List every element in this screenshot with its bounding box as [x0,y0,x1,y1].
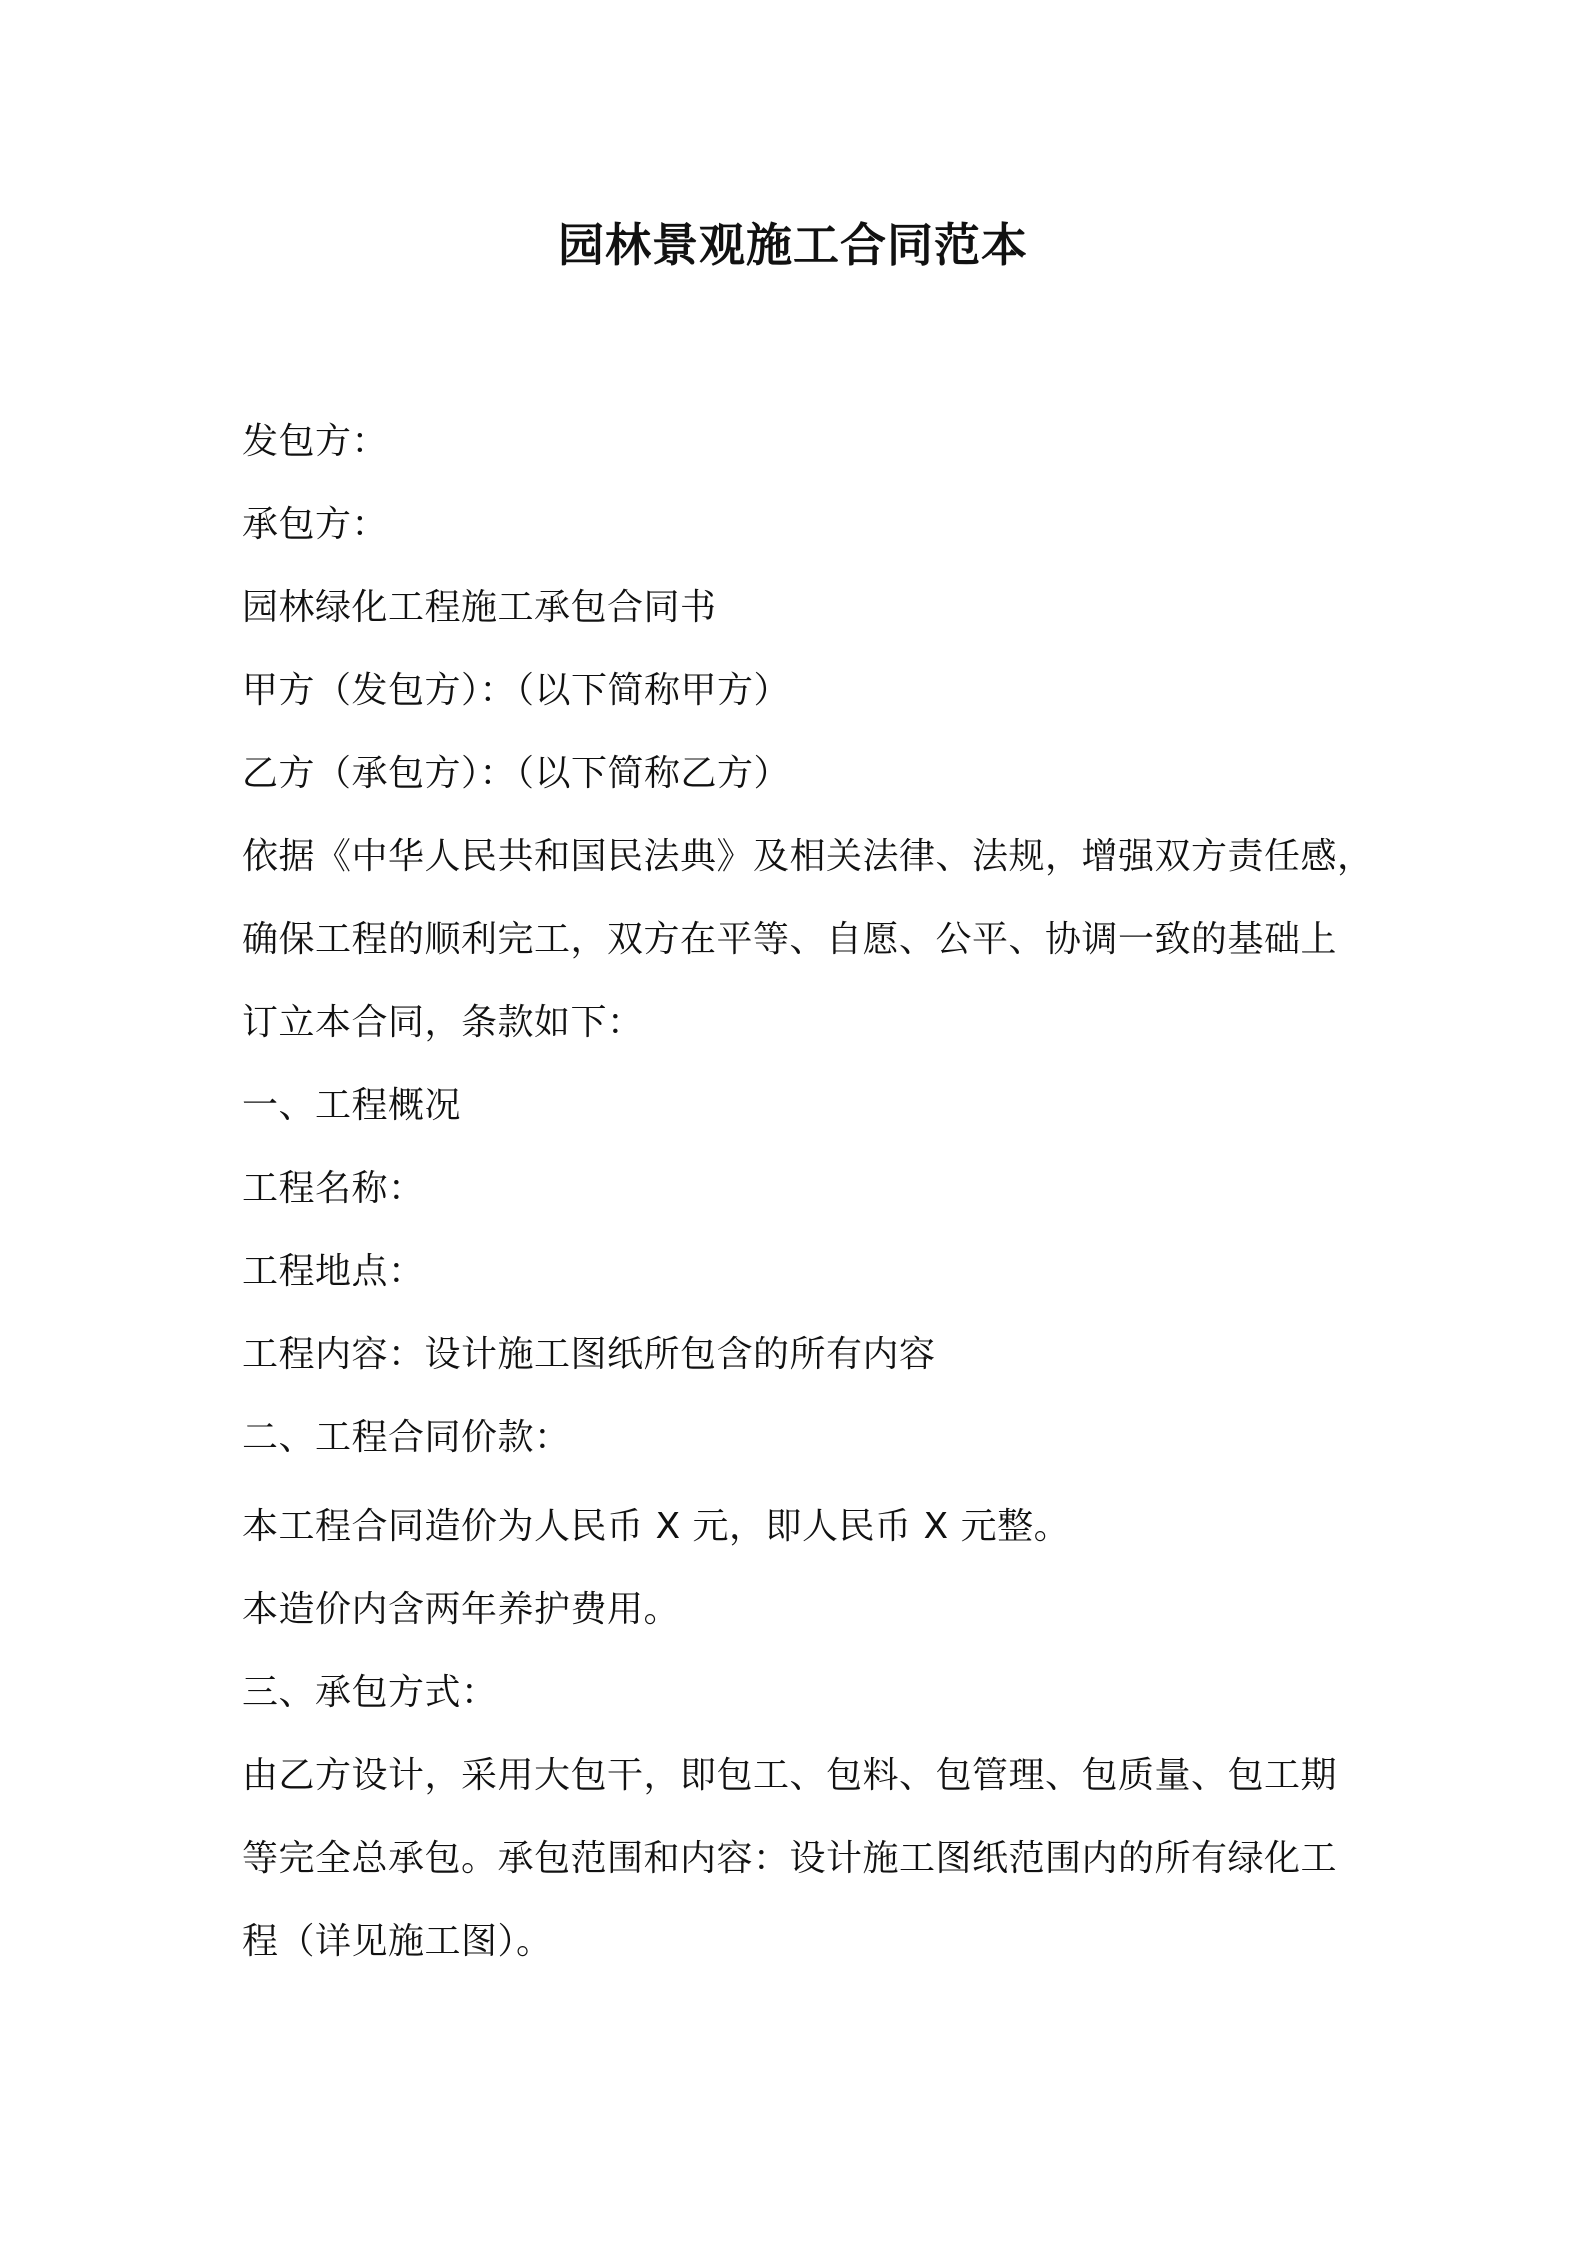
line-method-3: 程（详见施工图）。 [242,1921,553,1962]
line-project-content: 工程内容：设计施工图纸所包含的所有内容 [242,1334,936,1375]
line-party-a: 甲方（发包方）：（以下简称甲方） [242,670,791,711]
line-basis-1: 依据《中华人民共和国民法典》及相关法律、法规，增强双方责任感， [242,836,1374,877]
section-heading-price: 二、工程合同价款： [242,1417,571,1458]
line-employer: 发包方： [242,421,389,462]
line-party-b: 乙方（承包方）：（以下简称乙方） [242,753,791,794]
section-heading-overview: 一、工程概况 [242,1085,462,1126]
section-heading-method: 三、承包方式： [242,1672,498,1713]
line-price-maintenance: 本造价内含两年养护费用。 [242,1589,681,1630]
line-contract-name: 园林绿化工程施工承包合同书 [242,587,717,628]
line-basis-3: 订立本合同，条款如下： [242,1002,644,1043]
document-title: 园林景观施工合同范本 [558,218,1028,272]
document-body [242,400,1374,1983]
line-project-name: 工程名称： [242,1168,425,1209]
line-price-amount: 本工程合同造价为人民币 X 元，即人民币 X 元整。 [242,1506,1071,1547]
line-contractor: 承包方： [242,504,389,545]
line-project-location: 工程地点： [242,1251,425,1292]
line-method-1: 由乙方设计，采用大包干，即包工、包料、包管理、包质量、包工期 [242,1755,1338,1796]
line-basis-2: 确保工程的顺利完工，双方在平等、自愿、公平、协调一致的基础上 [242,919,1338,960]
line-method-2: 等完全总承包。承包范围和内容：设计施工图纸范围内的所有绿化工 [242,1838,1338,1879]
